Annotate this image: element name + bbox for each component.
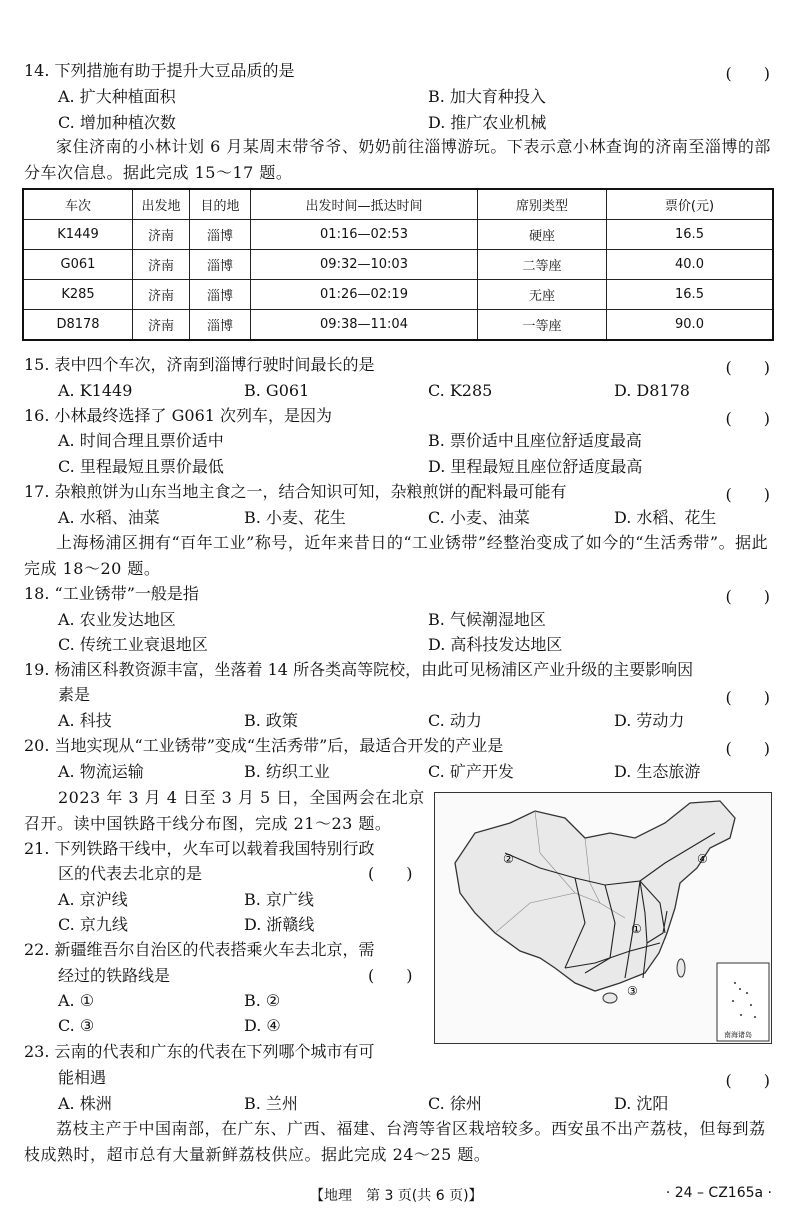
q20-option-a: A. 物流运输 xyxy=(58,762,144,781)
q16-stem: 16. 小林最终选择了 G061 次列车，是因为 xyxy=(24,406,333,425)
q17-option-c: C. 小麦、油菜 xyxy=(428,508,530,527)
cell: 无座 xyxy=(478,280,607,310)
q23-option-d: D. 沈阳 xyxy=(614,1094,669,1113)
q19-stem-line1: 19. 杨浦区科教资源丰富，坐落着 14 所各类高等院校，由此可见杨浦区产业升级的主要影响因 xyxy=(24,660,694,679)
q21-option-a: A. 京沪线 xyxy=(58,890,128,909)
q15-option-a: A. K1449 xyxy=(58,381,133,400)
q21-option-d: D. 浙赣线 xyxy=(244,915,315,934)
q17-stem: 17. 杂粮煎饼为山东当地主食之一，结合知识可知，杂粮煎饼的配料最可能有 xyxy=(24,482,567,501)
map-label-3: ③ xyxy=(627,984,638,998)
col-train-no: 车次 xyxy=(23,189,133,220)
q20-answer-paren: ( ) xyxy=(725,739,770,758)
page-footer: 【地理 第 3 页(共 6 页)】 xyxy=(310,1188,483,1204)
q22-option-d: D. ④ xyxy=(244,1016,281,1035)
q23-option-b: B. 兰州 xyxy=(244,1094,298,1113)
q21-option-b: B. 京广线 xyxy=(244,890,314,909)
q16-option-b: B. 票价适中且座位舒适度最高 xyxy=(428,431,642,450)
inset-caption: 南海诸岛 xyxy=(724,1031,752,1039)
q19-answer-paren: ( ) xyxy=(725,688,770,707)
cell: 济南 xyxy=(133,280,190,310)
q17-answer-paren: ( ) xyxy=(725,485,770,504)
table-row xyxy=(23,280,773,310)
passage-jinan-zibo: 家住济南的小林计划 6 月某周末带爷爷、奶奶前往淄博游玩。下表示意小林查询的济南至淄博的部分车次信息。据此完成 15～17 题。 xyxy=(24,137,771,182)
passage-lychee: 荔枝主产于中国南部，在广东、广西、福建、台湾等省区栽培较多。西安虽不出产荔枝，但每到荔枝成熟时，超市总有大量新鲜荔枝供应。据此完成 24～25 题。 xyxy=(24,1119,766,1164)
q17-option-a: A. 水稻、油菜 xyxy=(58,508,160,527)
q19-option-b: B. 政策 xyxy=(244,711,298,730)
q22-option-b: B. ② xyxy=(244,991,281,1010)
q18-option-d: D. 高科技发达地区 xyxy=(428,635,563,654)
cell: D8178 xyxy=(23,310,133,341)
cell: 济南 xyxy=(133,310,190,341)
q14-answer-paren: ( ) xyxy=(725,64,770,83)
map-label-1: ① xyxy=(631,922,642,936)
col-price: 票价(元) xyxy=(607,189,774,220)
cell: 淄博 xyxy=(190,310,251,341)
passage-yangpu: 上海杨浦区拥有“百年工业”称号，近年来昔日的“工业锈带”经整治变成了如今的“生活秀带”。据此完成 18～20 题。 xyxy=(24,533,769,578)
cell: 16.5 xyxy=(607,280,774,310)
q22-option-a: A. ① xyxy=(58,991,95,1010)
q16-option-d: D. 里程最短且座位舒适度最高 xyxy=(428,457,643,476)
cell: 01:16—02:53 xyxy=(251,220,478,250)
q14-option-c: C. 增加种植次数 xyxy=(58,113,176,132)
q15-stem: 15. 表中四个车次，济南到淄博行驶时间最长的是 xyxy=(24,355,375,374)
q21-stem-line1: 21. 下列铁路干线中，火车可以载着我国特别行政 xyxy=(24,839,375,858)
table-row xyxy=(23,310,773,341)
q21-answer-paren: ( ) xyxy=(368,864,413,883)
cell: 09:38—11:04 xyxy=(251,310,478,341)
q19-stem-line2: 素是 xyxy=(58,685,91,704)
col-time: 出发时间—抵达时间 xyxy=(251,189,478,220)
passage-railway-line1: 2023 年 3 月 4 日至 3 月 5 日，全国两会在北京 xyxy=(58,788,425,807)
map-label-4: ④ xyxy=(697,852,708,866)
q22-stem-line2: 经过的铁路线是 xyxy=(58,966,171,985)
china-railway-map xyxy=(434,792,772,1044)
q23-answer-paren: ( ) xyxy=(725,1071,770,1090)
q18-option-c: C. 传统工业衰退地区 xyxy=(58,635,208,654)
col-seat-type: 席别类型 xyxy=(478,189,607,220)
q14-option-d: D. 推广农业机械 xyxy=(428,113,547,132)
page-code: · 24 – CZ165a · xyxy=(665,1185,772,1201)
col-destination: 目的地 xyxy=(190,189,251,220)
cell: 40.0 xyxy=(607,250,774,280)
q23-option-a: A. 株洲 xyxy=(58,1094,112,1113)
col-origin: 出发地 xyxy=(133,189,190,220)
q15-option-b: B. G061 xyxy=(244,381,310,400)
q18-answer-paren: ( ) xyxy=(725,587,770,606)
q14-option-a: A. 扩大种植面积 xyxy=(58,87,176,106)
q15-option-c: C. K285 xyxy=(428,381,493,400)
cell: 09:32—10:03 xyxy=(251,250,478,280)
q23-option-c: C. 徐州 xyxy=(428,1094,482,1113)
cell: 一等座 xyxy=(478,310,607,341)
cell: 硬座 xyxy=(478,220,607,250)
cell: 二等座 xyxy=(478,250,607,280)
q20-stem: 20. 当地实现从“工业锈带”变成“生活秀带”后，最适合开发的产业是 xyxy=(24,736,504,755)
q17-option-d: D. 水稻、花生 xyxy=(614,508,717,527)
q16-option-c: C. 里程最短且票价最低 xyxy=(58,457,224,476)
q15-answer-paren: ( ) xyxy=(725,358,770,377)
passage-railway-line2: 召开。读中国铁路干线分布图，完成 21～23 题。 xyxy=(24,814,392,833)
q16-option-a: A. 时间合理且票价适中 xyxy=(58,431,224,450)
q23-stem-line2: 能相遇 xyxy=(58,1068,107,1087)
q18-stem: 18. “工业锈带”一般是指 xyxy=(24,584,199,603)
cell: 淄博 xyxy=(190,220,251,250)
q20-option-c: C. 矿产开发 xyxy=(428,762,514,781)
train-schedule-table xyxy=(22,188,774,341)
hainan-island xyxy=(603,993,617,1003)
railway-map-drawing xyxy=(435,793,771,1043)
cell: 16.5 xyxy=(607,220,774,250)
q23-stem-line1: 23. 云南的代表和广东的代表在下列哪个城市有可 xyxy=(24,1042,375,1061)
q16-answer-paren: ( ) xyxy=(725,409,770,428)
cell: 济南 xyxy=(133,250,190,280)
map-label-2: ② xyxy=(503,852,514,866)
q21-stem-line2: 区的代表去北京的是 xyxy=(58,864,203,883)
q15-option-d: D. D8178 xyxy=(614,381,690,400)
q14-option-b: B. 加大育种投入 xyxy=(428,87,546,106)
q21-option-c: C. 京九线 xyxy=(58,915,128,934)
cell: 济南 xyxy=(133,220,190,250)
south-sea-inset xyxy=(717,963,769,1041)
q20-option-d: D. 生态旅游 xyxy=(614,762,701,781)
cell: 01:26—02:19 xyxy=(251,280,478,310)
q19-option-c: C. 动力 xyxy=(428,711,482,730)
table-row xyxy=(23,250,773,280)
q22-answer-paren: ( ) xyxy=(368,966,413,985)
taiwan-island xyxy=(677,959,685,977)
cell: G061 xyxy=(23,250,133,280)
q19-option-a: A. 科技 xyxy=(58,711,112,730)
q22-option-c: C. ③ xyxy=(58,1016,95,1035)
cell: 淄博 xyxy=(190,280,251,310)
q18-option-a: A. 农业发达地区 xyxy=(58,610,176,629)
q20-option-b: B. 纺织工业 xyxy=(244,762,330,781)
cell: 淄博 xyxy=(190,250,251,280)
q19-option-d: D. 劳动力 xyxy=(614,711,685,730)
q22-stem-line1: 22. 新疆维吾尔自治区的代表搭乘火车去北京，需 xyxy=(24,940,375,959)
table-row xyxy=(23,220,773,250)
table-header-row xyxy=(23,189,773,220)
q14-stem: 14. 下列措施有助于提升大豆品质的是 xyxy=(24,61,295,80)
q17-option-b: B. 小麦、花生 xyxy=(244,508,346,527)
cell: K1449 xyxy=(23,220,133,250)
cell: K285 xyxy=(23,280,133,310)
q18-option-b: B. 气候潮湿地区 xyxy=(428,610,546,629)
cell: 90.0 xyxy=(607,310,774,341)
